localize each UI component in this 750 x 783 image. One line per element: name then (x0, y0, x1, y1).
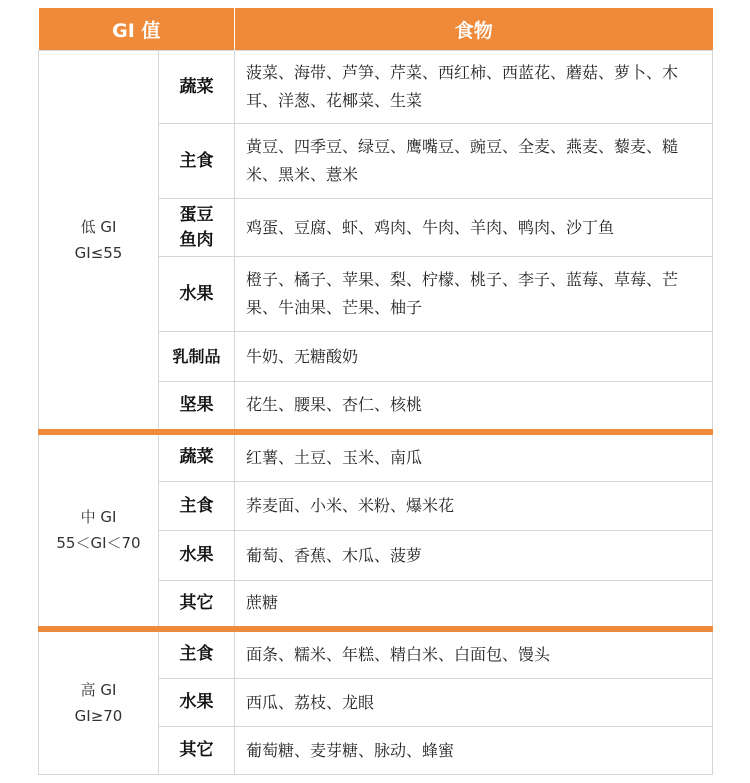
food-cell: 葡萄、香蕉、木瓜、菠萝 (235, 531, 713, 581)
category-cell: 坚果 (159, 382, 235, 432)
gi-group-low (39, 51, 159, 432)
gi-group-range: GI≥70 (74, 706, 123, 725)
table-row (39, 629, 713, 679)
gi-group-name: 低 GI (80, 217, 117, 236)
gi-group-high (39, 629, 159, 775)
category-cell: 主食 (159, 482, 235, 531)
food-cell: 荞麦面、小米、米粉、爆米花 (235, 482, 713, 531)
gi-group-name: 中 GI (80, 508, 117, 526)
category-cell: 水果 (159, 531, 235, 581)
category-cell: 水果 (159, 257, 235, 332)
food-cell: 面条、糯米、年糕、精白米、白面包、馒头 (235, 629, 713, 679)
food-cell: 蔗糖 (235, 581, 713, 629)
category-cell: 其它 (159, 581, 235, 629)
category-cell: 水果 (159, 679, 235, 727)
category-cell: 主食 (159, 629, 235, 679)
food-cell: 红薯、土豆、玉米、南瓜 (235, 432, 713, 482)
food-cell: 菠菜、海带、芦笋、芹菜、西红柿、西蓝花、蘑菇、萝卜、木耳、洋葱、花椰菜、生菜 (235, 51, 713, 124)
food-cell: 西瓜、荔枝、龙眼 (235, 679, 713, 727)
food-cell: 花生、腰果、杏仁、核桃 (235, 382, 713, 432)
gi-group-range: 55＜GI＜70 (56, 534, 141, 552)
food-cell: 葡萄糖、麦芽糖、脉动、蜂蜜 (235, 727, 713, 775)
table-header-row (39, 8, 713, 51)
category-cell: 蔬菜 (159, 432, 235, 482)
category-cell: 蔬菜 (159, 51, 235, 124)
category-cell: 蛋豆鱼肉 (159, 199, 235, 257)
category-cell: 乳制品 (159, 332, 235, 382)
table-row (39, 432, 713, 482)
gi-group-mid (39, 432, 159, 629)
gi-food-table (38, 8, 713, 775)
category-cell: 主食 (159, 124, 235, 199)
table-row (39, 51, 713, 124)
gi-group-range: GI≤55 (74, 243, 123, 262)
gi-table-container (38, 8, 712, 775)
header-food: 食物 (235, 8, 713, 51)
food-cell: 橙子、橘子、苹果、梨、柠檬、桃子、李子、蓝莓、草莓、芒果、牛油果、芒果、柚子 (235, 257, 713, 332)
gi-group-name: 高 GI (80, 680, 117, 699)
food-cell: 黄豆、四季豆、绿豆、鹰嘴豆、豌豆、全麦、燕麦、藜麦、糙米、黑米、薏米 (235, 124, 713, 199)
header-gi-value: GI 值 (39, 8, 235, 51)
food-cell: 鸡蛋、豆腐、虾、鸡肉、牛肉、羊肉、鸭肉、沙丁鱼 (235, 199, 713, 257)
food-cell: 牛奶、无糖酸奶 (235, 332, 713, 382)
category-cell: 其它 (159, 727, 235, 775)
